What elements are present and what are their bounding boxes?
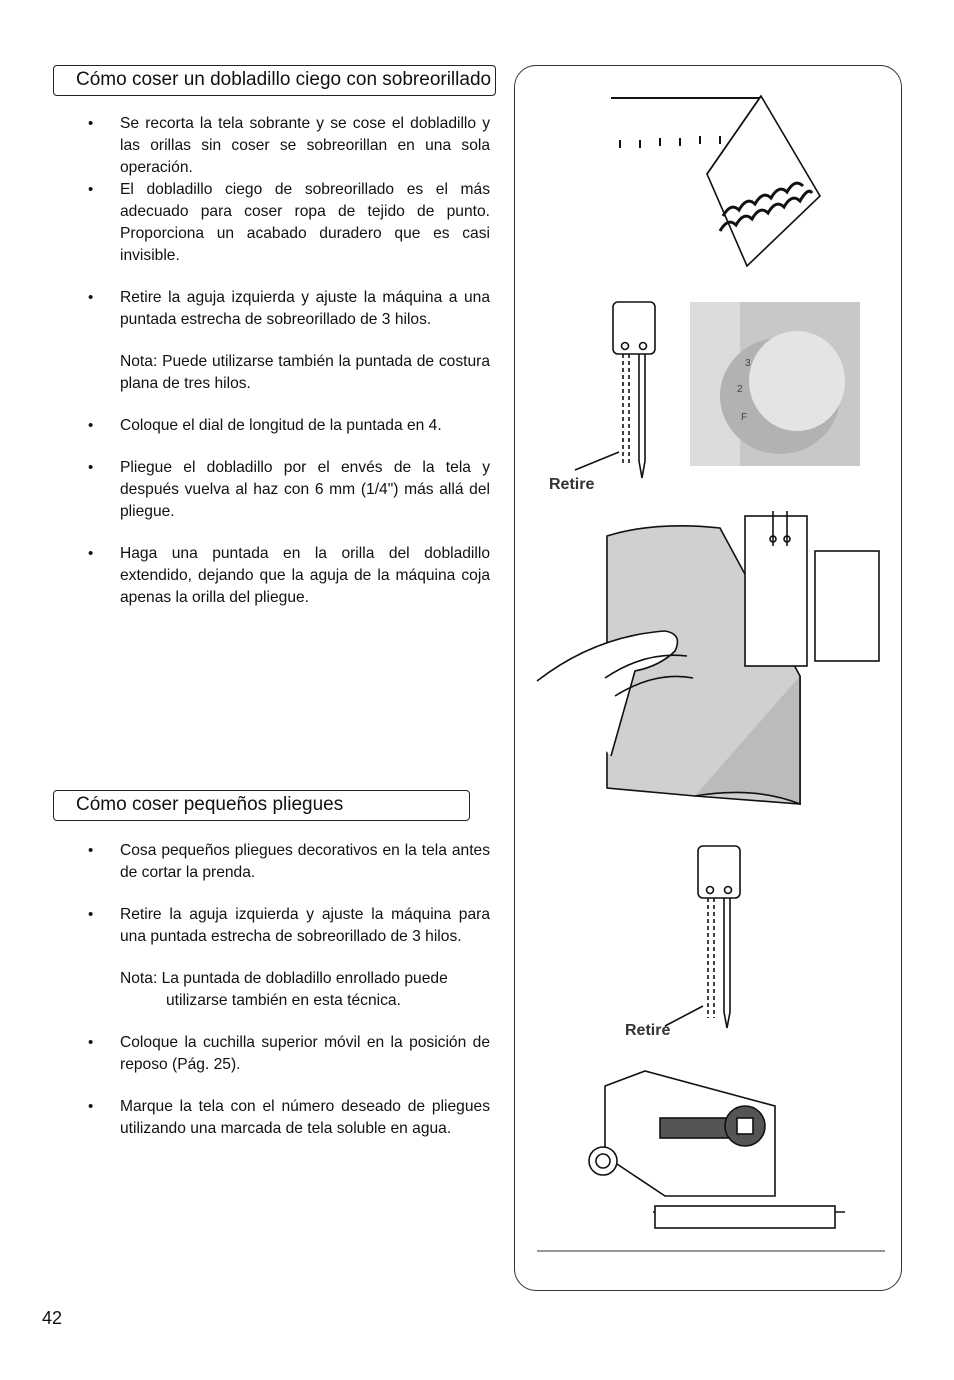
list-item-text: Marque la tela con el número deseado de pliegues utilizando una marcada de tela soluble en agua. [120,1098,490,1137]
bullet: • [88,842,94,859]
bullet: • [88,1098,94,1115]
bullet: • [88,459,94,476]
page-number: 42 [42,1308,63,1328]
illustration-svg [515,66,902,1291]
hem-fold-illustration [611,96,820,266]
stitch-dial-photo [690,302,860,466]
list-item-text: Cosa pequeños pliegues decorativos en la tela antes de cortar la prenda. [120,842,490,881]
list-item [88,840,490,884]
section2-title: Cómo coser pequeños pliegues [76,794,344,815]
list-item-text: Haga una puntada en la orilla del dobladillo extendido, dejando que la aguja de la máquina coja apenas la orilla del pliegue. [120,545,490,606]
section2-list [88,840,490,1140]
bullet: • [88,545,94,562]
bullet: • [88,906,94,923]
list-item [88,1096,490,1140]
list-item [88,457,490,523]
dial-mark-2: 2 [737,384,743,395]
needle-illustration-1 [575,302,655,478]
presser-foot-illustration [537,1071,885,1251]
list-item [88,113,490,179]
fabric-hand-illustration [537,511,879,804]
list-item [88,415,490,437]
section1-title: Cómo coser un dobladillo ciego con sobreorillado [76,69,492,90]
section1-list [88,113,490,609]
note-line-1: Nota: La puntada de dobladillo enrollado puede [120,970,448,987]
list-item-text: Pliegue el dobladillo por el envés de la tela y después vuelva al haz con 6 mm (1/4") más allá del pliegue. [120,459,490,520]
section2-title-box [53,790,470,821]
retire-label-2: Retire [625,1022,671,1039]
note-text: Nota: Puede utilizarse también la puntada de costura plana de tres hilos. [120,353,490,392]
bullet: • [88,181,94,198]
note-line-2: utilizarse también en esta técnica. [166,992,401,1009]
dial-mark-3: 3 [745,358,751,369]
needle-illustration-2 [665,846,740,1028]
section1-note [88,351,490,395]
list-item [88,543,490,609]
list-item-text: Retire la aguja izquierda y ajuste la máquina a una puntada estrecha de sobreorillado de 3 hilos. [120,289,490,328]
list-item-text: El dobladillo ciego de sobreorillado es el más adecuado para coser ropa de tejido de punto. Proporciona un acabado duradero que es casi invisible. [120,181,490,264]
bullet: • [88,115,94,132]
list-item-text: Coloque el dial de longitud de la puntada en 4. [120,417,442,434]
section2-note [88,968,490,1012]
illustration-panel [514,65,902,1291]
list-item [88,904,490,948]
section1-title-box [53,65,496,96]
list-item [88,287,490,331]
bullet: • [88,417,94,434]
note-text [120,968,490,1012]
list-item-text: Coloque la cuchilla superior móvil en la posición de reposo (Pág. 25). [120,1034,490,1073]
list-item-text: Retire la aguja izquierda y ajuste la máquina para una puntada estrecha de sobreorillado de 3 hilos. [120,906,490,945]
bullet: • [88,289,94,306]
list-item [88,1032,490,1076]
dial-mark-f: F [741,412,748,423]
list-item [88,179,490,267]
bullet: • [88,1034,94,1051]
list-item-text: Se recorta la tela sobrante y se cose el dobladillo y las orillas sin coser se sobreorillan en una sola operación. [120,115,490,176]
retire-label-1: Retire [549,476,595,493]
